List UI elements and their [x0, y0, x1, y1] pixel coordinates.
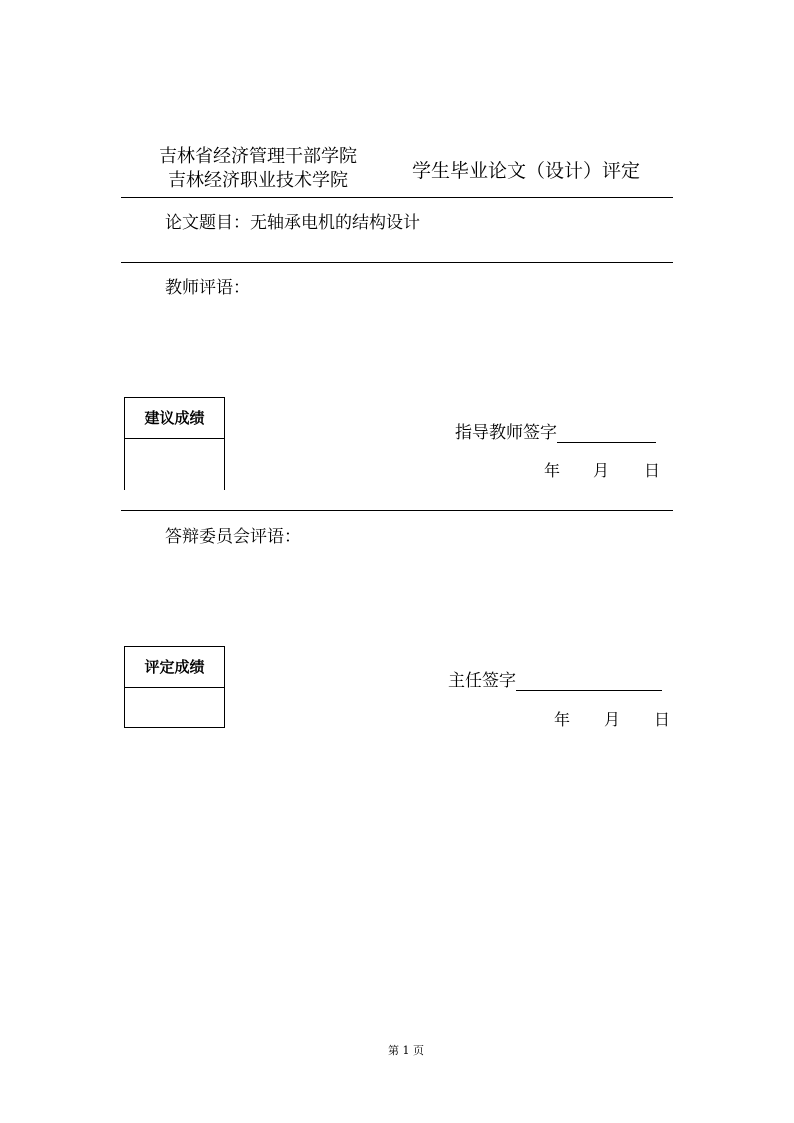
suggested-grade-label: 建议成绩: [144, 409, 205, 427]
committee-date-month: 月: [604, 710, 621, 729]
suggested-grade-box-mid: [124, 438, 225, 439]
thesis-title-value: 无轴承电机的结构设计: [250, 213, 420, 233]
teacher-date-month: 月: [593, 461, 610, 480]
teacher-date-day: 日: [644, 461, 661, 480]
chair-signature-line[interactable]: [516, 670, 662, 691]
final-grade-label: 评定成绩: [144, 658, 205, 676]
advisor-signature-line[interactable]: [557, 422, 656, 443]
teacher-comment-label: 教师评语：: [165, 278, 250, 298]
chair-signature-row: [448, 666, 662, 691]
committee-date-day: 日: [654, 710, 671, 729]
form-title: 学生毕业论文（设计）评定: [412, 160, 641, 182]
advisor-signature-label: 指导教师签字: [455, 423, 557, 443]
final-grade-box-mid: [124, 687, 225, 688]
final-grade-box-top: [124, 646, 225, 647]
school-name-line1: 吉林省经济管理干部学院: [159, 146, 357, 167]
suggested-grade-value[interactable]: [126, 440, 223, 488]
final-grade-value[interactable]: [126, 689, 223, 726]
suggested-grade-box-top: [124, 397, 225, 398]
school-name-line2: 吉林经济职业技术学院: [168, 170, 348, 191]
page-number: 第 1 页: [388, 1044, 424, 1057]
committee-comment-label: 答辩委员会评语：: [165, 527, 301, 547]
thesis-title-row: [165, 208, 420, 233]
thesis-title-label: 论文题目：: [165, 213, 250, 233]
final-grade-box-bottom: [124, 727, 225, 728]
chair-signature-label: 主任签字: [448, 671, 516, 691]
header-divider: [121, 197, 673, 198]
committee-date-year: 年: [554, 710, 571, 729]
teacher-section-divider: [121, 510, 673, 511]
advisor-signature-row: [455, 418, 656, 443]
teacher-date-year: 年: [544, 461, 561, 480]
thesis-divider: [121, 262, 673, 263]
